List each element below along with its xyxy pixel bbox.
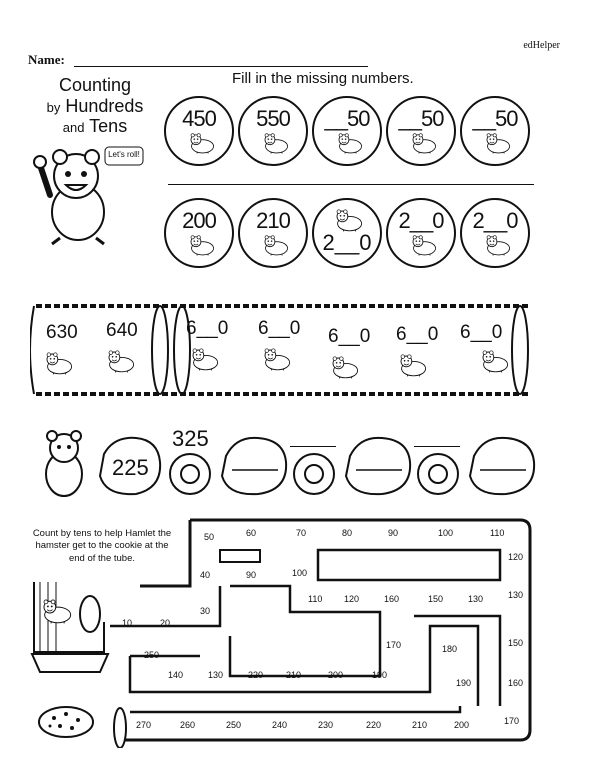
hamster-icon [484, 132, 512, 154]
tube-number-blank[interactable]: 6__0 [328, 326, 371, 347]
name-field[interactable] [74, 66, 368, 67]
maze-instructions: Count by tens to help Hamlet the hamster get to the cookie at the end of the tube. [32, 528, 172, 564]
maze-number: 80 [342, 528, 353, 538]
hamster-icon [336, 132, 364, 154]
hamster-ball [386, 198, 456, 268]
hamster-icon [44, 348, 74, 378]
maze-number: 40 [200, 570, 211, 580]
tube-number-blank[interactable]: 6__0 [186, 318, 229, 339]
maze-number: 250 [144, 650, 160, 660]
hamster-icon [410, 234, 438, 256]
answer-blank[interactable] [414, 446, 460, 447]
maze-number: 10 [122, 618, 133, 628]
maze-number: 220 [248, 670, 264, 680]
ring-shape [168, 452, 212, 496]
maze-number: 60 [246, 528, 257, 538]
maze-number: 120 [508, 552, 524, 562]
hamster-icon [484, 234, 512, 256]
hamster-icon [262, 234, 290, 256]
maze-number: 210 [412, 720, 428, 730]
maze-number: 220 [366, 720, 382, 730]
maze-number: 130 [508, 590, 524, 600]
hamster-icon [188, 132, 216, 154]
maze-number: 170 [504, 716, 520, 726]
hamster-icon [410, 132, 438, 154]
tube-number-blank[interactable]: 6__0 [396, 324, 439, 345]
hamster-ball [164, 198, 234, 268]
ring-number: 325 [172, 426, 209, 451]
maze-number: 240 [272, 720, 288, 730]
maze-number: 160 [508, 678, 524, 688]
hamster-upside-down-icon [334, 208, 364, 232]
maze-number: 270 [136, 720, 152, 730]
hamster-ball [460, 198, 530, 268]
maze-number: 190 [372, 670, 388, 680]
hamster-icon [330, 352, 360, 382]
maze-number: 260 [180, 720, 196, 730]
worksheet-title [30, 75, 160, 137]
maze-number: 20 [160, 618, 171, 628]
rock-shape[interactable] [466, 434, 538, 498]
maze-number: 160 [384, 594, 400, 604]
maze-number: 200 [328, 670, 344, 680]
ball-number: 450 [182, 106, 216, 131]
title-line-1: Counting [58, 75, 132, 95]
ball-number-blank[interactable]: __50 [398, 106, 444, 131]
maze-number: 70 [296, 528, 307, 538]
maze-tubes [30, 516, 570, 748]
ball-number-blank[interactable]: 2__0 [322, 230, 372, 255]
tube-number: 630 [46, 322, 78, 343]
maze-number: 200 [454, 720, 470, 730]
instruction-text: Fill in the missing numbers. [232, 70, 414, 87]
hamster-ball [312, 96, 382, 166]
maze-number: 150 [508, 638, 524, 648]
ball-number-blank[interactable]: 2__0 [398, 208, 444, 233]
maze-number: 150 [428, 594, 444, 604]
hamster-ball [312, 198, 382, 268]
ring-shape [416, 452, 460, 496]
hamster-icon [40, 598, 74, 624]
hamster-ball [238, 96, 308, 166]
hamster-icon [398, 350, 428, 380]
maze-number: 110 [308, 594, 323, 604]
maze-number: 100 [292, 568, 308, 578]
maze-number: 50 [204, 532, 215, 542]
hamster-ball [460, 96, 530, 166]
maze-number: 250 [226, 720, 242, 730]
answer-blank[interactable] [290, 446, 336, 447]
hamster-icon [480, 346, 510, 376]
tube-number-blank[interactable]: 6__0 [258, 318, 301, 339]
ball-number-blank[interactable]: 2__0 [472, 208, 518, 233]
hamster-cage-illustration [30, 572, 110, 676]
hamster-icon [106, 346, 136, 376]
cookie-icon [36, 704, 96, 740]
hamster-icon [262, 132, 290, 154]
rock-number: 225 [112, 455, 149, 480]
ball-number: 210 [256, 208, 290, 233]
hamster-icon [262, 344, 292, 374]
maze-number: 120 [344, 594, 360, 604]
hamster-icon [188, 234, 216, 256]
rock-shape[interactable] [218, 434, 290, 498]
hamster-ball [164, 96, 234, 166]
hamster-ball [238, 198, 308, 268]
maze-number: 130 [468, 594, 484, 604]
maze-number: 210 [286, 670, 302, 680]
title-by: by [46, 99, 61, 115]
maze-number: 140 [168, 670, 184, 680]
rock-shape[interactable] [342, 434, 414, 498]
hamster-standing-illustration [36, 428, 92, 498]
tube-number-blank[interactable]: 6__0 [460, 322, 503, 343]
ball-number-blank[interactable]: __50 [472, 106, 518, 131]
title-and: and [62, 120, 85, 136]
title-line-3: Tens [89, 116, 128, 137]
maze-number: 100 [438, 528, 454, 538]
hamster-icon [190, 344, 220, 374]
ring-shape [292, 452, 336, 496]
maze-number: 30 [200, 606, 211, 616]
ball-number: 200 [182, 208, 216, 233]
brand-label: edHelper [523, 40, 560, 51]
title-line-2: Hundreds [65, 95, 144, 116]
maze-number: 190 [456, 678, 472, 688]
maze-number: 90 [246, 570, 257, 580]
name-label: Name: [28, 52, 65, 67]
hamster-ball [386, 96, 456, 166]
maze-number: 130 [208, 670, 224, 680]
maze-number: 180 [442, 644, 458, 654]
tube-number: 640 [106, 320, 138, 341]
ball-number: 550 [256, 106, 290, 131]
maze-number: 90 [388, 528, 399, 538]
maze-number: 230 [318, 720, 334, 730]
ball-number-blank[interactable]: __50 [324, 106, 370, 131]
section-divider [168, 184, 534, 185]
maze-number: 110 [490, 528, 505, 538]
maze-number: 170 [386, 640, 402, 650]
speech-text: Let's roll! [108, 150, 140, 159]
